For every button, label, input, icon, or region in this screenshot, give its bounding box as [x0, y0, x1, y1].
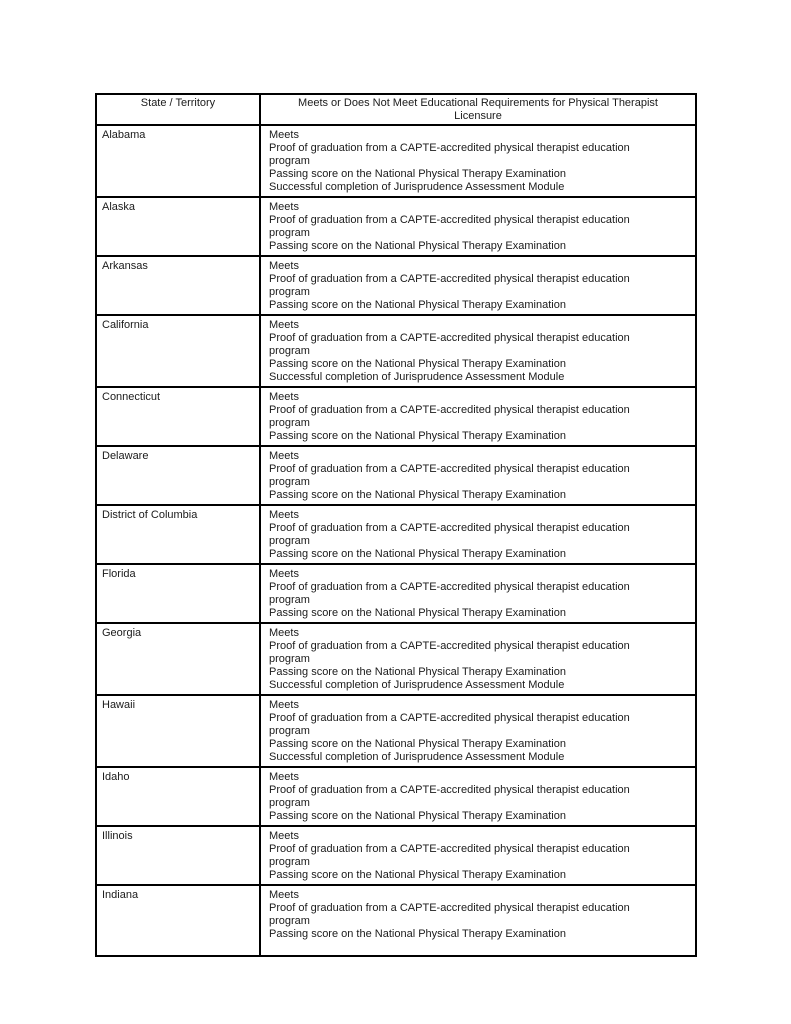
licensure-requirements-table [95, 93, 697, 957]
table-row [96, 446, 696, 505]
meets-status-line: Meets [269, 627, 299, 639]
state-name: California [96, 315, 260, 387]
meets-status-line: Meets [269, 319, 299, 331]
state-name: Alaska [96, 197, 260, 256]
meets-status-line: Meets [269, 450, 299, 462]
requirements-cell [260, 387, 696, 446]
state-name: Arkansas [96, 256, 260, 315]
meets-status-line: Meets [269, 509, 299, 521]
requirement-line: Proof of graduation from a CAPTE-accredited physical therapist education program [269, 784, 630, 809]
meets-status-line: Meets [269, 391, 299, 403]
requirements-cell [260, 623, 696, 695]
requirements-cell [260, 826, 696, 885]
requirement-line: Passing score on the National Physical Therapy Examination [269, 299, 566, 311]
requirement-line: Passing score on the National Physical Therapy Examination [269, 928, 566, 940]
requirements-column-header-text: Meets or Does Not Meet Educational Requirements for Physical Therapist Licensure [298, 97, 658, 122]
table-row [96, 256, 696, 315]
requirement-line: Successful completion of Jurisprudence Assessment Module [269, 679, 565, 691]
table-row [96, 197, 696, 256]
table-row [96, 315, 696, 387]
state-name: Alabama [96, 125, 260, 197]
requirement-line: Passing score on the National Physical Therapy Examination [269, 869, 566, 881]
requirement-line: Passing score on the National Physical Therapy Examination [269, 489, 566, 501]
requirement-line: Passing score on the National Physical Therapy Examination [269, 240, 566, 252]
requirements-cell [260, 446, 696, 505]
requirements-cell [260, 256, 696, 315]
table-row [96, 125, 696, 197]
requirement-line: Proof of graduation from a CAPTE-accredited physical therapist education program [269, 214, 630, 239]
requirement-line: Successful completion of Jurisprudence Assessment Module [269, 371, 565, 383]
requirement-line: Passing score on the National Physical Therapy Examination [269, 810, 566, 822]
state-name: Connecticut [96, 387, 260, 446]
requirements-cell [260, 885, 696, 956]
state-name: Idaho [96, 767, 260, 826]
table-row [96, 885, 696, 956]
requirement-line: Proof of graduation from a CAPTE-accredited physical therapist education program [269, 404, 630, 429]
table-row [96, 564, 696, 623]
state-territory-column-header: State / Territory [96, 94, 260, 125]
requirement-line: Passing score on the National Physical Therapy Examination [269, 168, 566, 180]
table-row [96, 695, 696, 767]
state-name: Georgia [96, 623, 260, 695]
requirement-line: Proof of graduation from a CAPTE-accredited physical therapist education program [269, 273, 630, 298]
requirement-line: Proof of graduation from a CAPTE-accredited physical therapist education program [269, 902, 630, 927]
state-name: Illinois [96, 826, 260, 885]
requirement-line: Proof of graduation from a CAPTE-accredited physical therapist education program [269, 640, 630, 665]
requirement-line: Passing score on the National Physical Therapy Examination [269, 666, 566, 678]
requirements-cell [260, 767, 696, 826]
requirement-line: Proof of graduation from a CAPTE-accredited physical therapist education program [269, 142, 630, 167]
requirement-line: Proof of graduation from a CAPTE-accredited physical therapist education program [269, 843, 630, 868]
requirements-cell [260, 564, 696, 623]
requirements-cell [260, 695, 696, 767]
requirement-line: Passing score on the National Physical Therapy Examination [269, 738, 566, 750]
requirements-cell [260, 125, 696, 197]
table-row [96, 623, 696, 695]
requirement-line: Proof of graduation from a CAPTE-accredited physical therapist education program [269, 332, 630, 357]
meets-status-line: Meets [269, 260, 299, 272]
requirement-line: Successful completion of Jurisprudence Assessment Module [269, 181, 565, 193]
requirement-line: Passing score on the National Physical Therapy Examination [269, 430, 566, 442]
requirement-line: Proof of graduation from a CAPTE-accredited physical therapist education program [269, 581, 630, 606]
requirement-line: Passing score on the National Physical Therapy Examination [269, 607, 566, 619]
state-name: Delaware [96, 446, 260, 505]
requirement-line: Proof of graduation from a CAPTE-accredited physical therapist education program [269, 712, 630, 737]
requirements-cell [260, 315, 696, 387]
requirements-cell [260, 505, 696, 564]
requirement-line: Passing score on the National Physical Therapy Examination [269, 548, 566, 560]
requirement-line: Successful completion of Jurisprudence Assessment Module [269, 751, 565, 763]
meets-status-line: Meets [269, 830, 299, 842]
meets-status-line: Meets [269, 129, 299, 141]
requirement-line: Passing score on the National Physical Therapy Examination [269, 358, 566, 370]
meets-status-line: Meets [269, 699, 299, 711]
state-name: District of Columbia [96, 505, 260, 564]
requirements-cell [260, 197, 696, 256]
requirement-line: Proof of graduation from a CAPTE-accredited physical therapist education program [269, 463, 630, 488]
table-row [96, 387, 696, 446]
state-name: Hawaii [96, 695, 260, 767]
table-row [96, 505, 696, 564]
meets-status-line: Meets [269, 889, 299, 901]
meets-status-line: Meets [269, 771, 299, 783]
state-name: Indiana [96, 885, 260, 956]
meets-status-line: Meets [269, 568, 299, 580]
table-row [96, 767, 696, 826]
table-body [96, 125, 696, 956]
requirement-line: Proof of graduation from a CAPTE-accredited physical therapist education program [269, 522, 630, 547]
table-header-row [96, 94, 696, 125]
state-name: Florida [96, 564, 260, 623]
meets-status-line: Meets [269, 201, 299, 213]
table-row [96, 826, 696, 885]
requirements-column-header [260, 94, 696, 125]
